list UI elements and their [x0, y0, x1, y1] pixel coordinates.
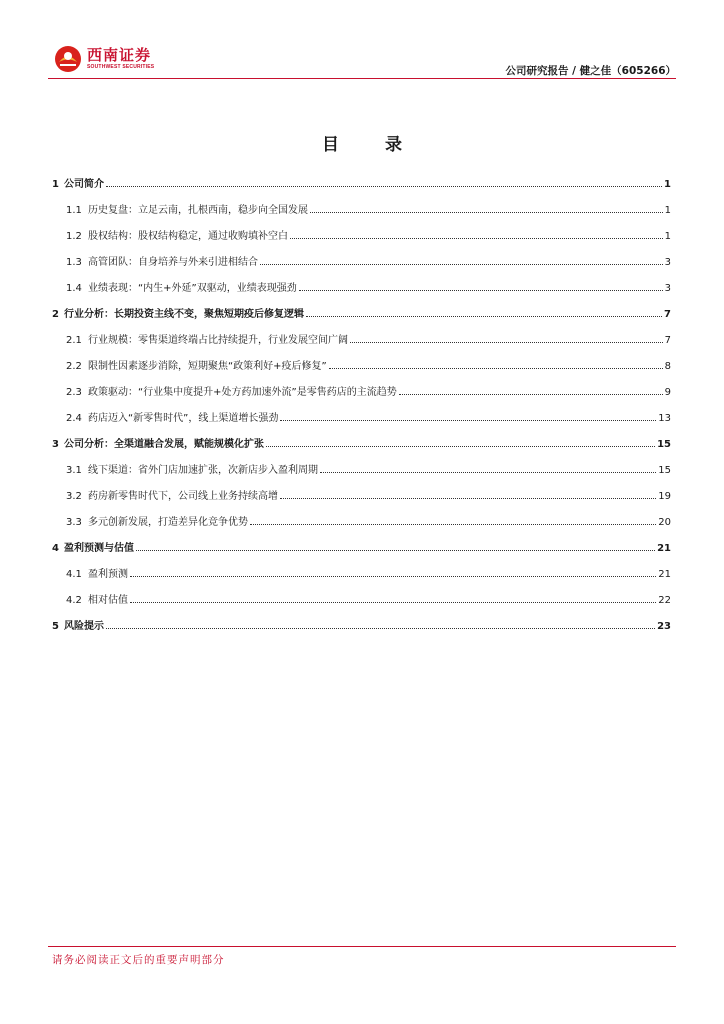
toc-entry[interactable]: [52, 558, 671, 580]
toc-entry-number: 2.2: [66, 361, 82, 372]
toc-entry-number: 3.2: [66, 491, 82, 502]
toc-dot-leader: [130, 602, 656, 603]
toc-entry-page: 20: [658, 517, 671, 528]
toc-entry-number: 1.4: [66, 283, 82, 294]
toc-entry-label: 盈利预测: [88, 569, 128, 580]
toc-entry-label: 多元创新发展，打造差异化竞争优势: [88, 517, 248, 528]
toc-dot-leader: [106, 186, 662, 187]
toc-entry[interactable]: [52, 350, 671, 372]
toc-entry-number: 2.4: [66, 413, 82, 424]
toc-entry-label: 公司分析：全渠道融合发展，赋能规模化扩张: [64, 439, 264, 450]
toc-entry-label: 药店迈入“新零售时代”，线上渠道增长强劲: [88, 413, 279, 424]
toc-entry[interactable]: [52, 194, 671, 216]
toc-dot-leader: [306, 316, 662, 317]
toc-entry-number: 2.3: [66, 387, 82, 398]
toc-entry-label: 药房新零售时代下，公司线上业务持续高增: [88, 491, 278, 502]
toc-entry-page: 8: [664, 361, 671, 372]
toc-dot-leader: [136, 550, 655, 551]
toc-entry-label: 高管团队：自身培养与外来引进相结合: [88, 257, 258, 268]
toc-entry-page: 22: [658, 595, 671, 606]
toc-entry-number: 3.3: [66, 517, 82, 528]
toc-entry-number: 1.3: [66, 257, 82, 268]
toc-entry-label: 历史复盘：立足云南，扎根西南，稳步向全国发展: [88, 205, 308, 216]
toc-entry[interactable]: [52, 610, 671, 632]
toc-title: 目 录: [322, 135, 422, 155]
toc-entry[interactable]: [52, 428, 671, 450]
toc-entry[interactable]: [52, 584, 671, 606]
toc-entry-label: 行业规模：零售渠道终端占比持续提升，行业发展空间广阔: [88, 335, 348, 346]
toc-entry[interactable]: [52, 168, 671, 190]
company-logo: [54, 43, 154, 75]
toc-entry-page: 9: [664, 387, 671, 398]
toc-dot-leader: [280, 420, 656, 421]
logo-english-name: SOUTHWEST SECURITIES: [87, 64, 155, 70]
toc-entry-page: 21: [658, 569, 671, 580]
toc-entry-page: 1: [664, 179, 671, 190]
footer-notice: 请务必阅读正文后的重要声明部分: [52, 954, 225, 966]
toc-dot-leader: [399, 394, 663, 395]
toc-dot-leader: [106, 628, 655, 629]
toc-dot-leader: [260, 264, 663, 265]
toc-entry-label: 股权结构：股权结构稳定，通过收购填补空白: [88, 231, 288, 242]
toc-entry-page: 3: [664, 257, 671, 268]
toc-dot-leader: [299, 290, 663, 291]
toc-entry-page: 15: [658, 465, 671, 476]
toc-dot-leader: [250, 524, 656, 525]
report-info: 公司研究报告 / 健之佳（605266）: [505, 65, 676, 77]
toc-entry-label: 限制性因素逐步消除，短期聚焦“政策利好+疫后修复”: [88, 361, 327, 372]
footer-divider: [48, 946, 676, 947]
toc-entry-number: 3.1: [66, 465, 82, 476]
toc-entry-page: 19: [658, 491, 671, 502]
toc-dot-leader: [329, 368, 663, 369]
toc-dot-leader: [266, 446, 655, 447]
toc-entry-label: 行业分析：长期投资主线不变，聚焦短期疫后修复逻辑: [64, 309, 304, 320]
toc-entry[interactable]: [52, 532, 671, 554]
toc-entry[interactable]: [52, 454, 671, 476]
toc-entry-number: 1.2: [66, 231, 82, 242]
toc-entry[interactable]: [52, 272, 671, 294]
toc-entry-label: 业绩表现：“内生+外延”双驱动，业绩表现强劲: [88, 283, 297, 294]
toc-entry[interactable]: [52, 376, 671, 398]
toc-entry-label: 公司简介: [64, 179, 104, 190]
header-divider: [48, 78, 676, 79]
logo-chinese-name: 西南证券: [87, 46, 152, 64]
toc-entry-label: 相对估值: [88, 595, 128, 606]
toc-entry[interactable]: [52, 246, 671, 268]
toc-entry-number: 4.2: [66, 595, 82, 606]
toc-entry-label: 线下渠道：省外门店加速扩张，次新店步入盈利周期: [88, 465, 318, 476]
toc-entry-page: 3: [664, 283, 671, 294]
toc-entry-number: 2: [52, 309, 59, 320]
toc-entry-page: 21: [657, 543, 671, 554]
toc-entry-label: 盈利预测与估值: [64, 543, 134, 554]
toc-dot-leader: [130, 576, 656, 577]
toc-dot-leader: [310, 212, 663, 213]
toc-entry-page: 7: [664, 335, 671, 346]
toc-entry[interactable]: [52, 506, 671, 528]
toc-dot-leader: [350, 342, 663, 343]
toc-entry-label: 政策驱动：“行业集中度提升+处方药加速外流”是零售药店的主流趋势: [88, 387, 397, 398]
toc-entry-page: 13: [658, 413, 671, 424]
toc-dot-leader: [290, 238, 663, 239]
toc-entry[interactable]: [52, 220, 671, 242]
toc-entry-number: 4.1: [66, 569, 82, 580]
toc-entry-page: 1: [664, 205, 671, 216]
toc-entry[interactable]: [52, 402, 671, 424]
toc-entry[interactable]: [52, 324, 671, 346]
toc-entry-number: 3: [52, 439, 59, 450]
toc-entry-page: 23: [657, 621, 671, 632]
toc-dot-leader: [280, 498, 656, 499]
toc-entry-number: 1: [52, 179, 59, 190]
toc-entry-number: 4: [52, 543, 59, 554]
toc-entry-number: 2.1: [66, 335, 82, 346]
toc-entry-number: 1.1: [66, 205, 82, 216]
toc-entry-page: 1: [664, 231, 671, 242]
toc-entry[interactable]: [52, 298, 671, 320]
toc-entry-label: 风险提示: [64, 621, 104, 632]
toc-entry-number: 5: [52, 621, 59, 632]
toc-entry[interactable]: [52, 480, 671, 502]
logo-emblem-icon: [54, 45, 82, 73]
toc-dot-leader: [320, 472, 656, 473]
toc-entry-page: 7: [664, 309, 671, 320]
toc-entry-page: 15: [657, 439, 671, 450]
